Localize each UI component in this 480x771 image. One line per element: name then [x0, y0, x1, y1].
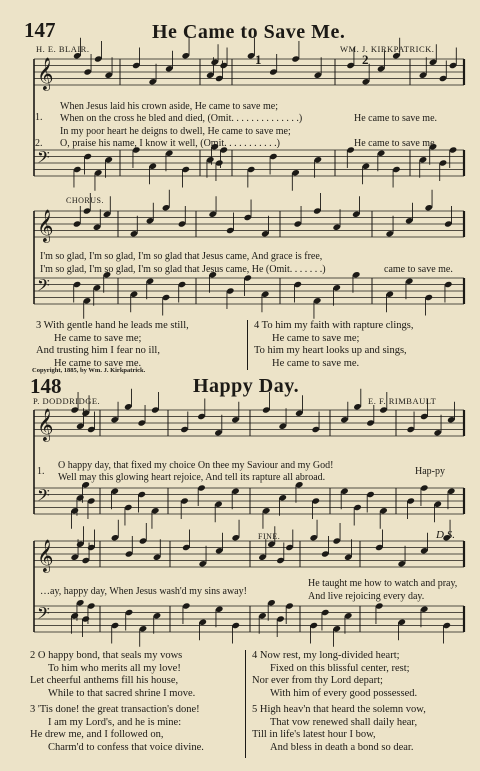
stanza-line: And trusting him I fear no ill, [36, 345, 160, 357]
ds-label: D.S. [436, 529, 455, 541]
column-divider [245, 650, 246, 758]
verse-1-num: 1. [35, 112, 43, 123]
hymn-148-music-by: E. F. RIMBAULT [368, 396, 437, 406]
ending-2-label: 2 [362, 52, 369, 67]
treble-clef-icon: 𝄞 [37, 408, 54, 441]
fine-label: FINE. [258, 532, 281, 541]
copyright-notice: Copyright, 1885, by Wm. J. Kirkpatrick. [32, 367, 146, 374]
hymn-148-number: 148 [30, 374, 62, 398]
hymn-148-stanza-3 [30, 704, 204, 754]
stanza-line: To him who merits all my love! [48, 662, 181, 674]
chorus-line: I'm so glad, I'm so glad, I'm so glad that Jesus came, He (Omit. . . . . . .) [40, 264, 326, 275]
hymn-147-music-by: WM. J. KIRKPATRICK. [340, 44, 435, 54]
refrain-line: And live rejoicing every day. [308, 591, 425, 602]
hymn-148-words-by: P. DODDRIDGE. [33, 396, 101, 406]
treble-clef-icon: 𝄞 [37, 539, 54, 572]
hymn-148-stanza-4 [252, 650, 417, 700]
verse-tail: He came to save me. [354, 113, 438, 124]
refrain-line: …ay, happy day, When Jesus wash'd my sins away! [40, 586, 247, 597]
stanza-line: He came to save me; [54, 332, 142, 344]
verse-tail: Hap-py [415, 466, 445, 477]
bass-clef-icon: 𝄢 [37, 147, 50, 171]
hymn-147-words-by: H. E. BLAIR. [36, 44, 90, 54]
stanza-line: He came to save me. [272, 357, 360, 369]
stanza-line: I am my Lord's, and he is mine: [48, 716, 182, 728]
stanza-line: Let cheerful anthems fill his house, [30, 675, 179, 687]
verse-line: O happy day, that fixed my choice On thee my Saviour and my God! [58, 460, 334, 471]
hymn-147-title: He Came to Save Me. [152, 21, 346, 43]
stanza-line: He came to save me. [54, 357, 142, 369]
chorus-label: CHORUS. [66, 196, 104, 205]
stanza-line: With him of every good possessed. [270, 687, 418, 699]
ending-1-label: 1 [255, 52, 262, 67]
verse-tail: He came to save me. [354, 138, 438, 149]
verse-2-num: 2. [35, 138, 43, 149]
stanza-line: To him my heart looks up and sings, [254, 345, 407, 357]
stanza-line: Charm'd to confess that voice divine. [48, 741, 204, 753]
chorus-tail: came to save me. [384, 264, 453, 275]
refrain-line: He taught me how to watch and pray, [308, 578, 458, 589]
stanza-line: He came to save me; [272, 332, 360, 344]
stanza-line: While to that sacred shrine I move. [48, 687, 196, 699]
stanza-line: Till in life's latest hour I bow, [252, 729, 376, 741]
verse-line: When on the cross he bled and died, (Omit. . . . . . . . . . . . . .) [60, 113, 303, 124]
stanza-line: 3 With gentle hand he leads me still, [36, 320, 189, 331]
hymn-147-stanza-3 [36, 320, 189, 370]
verse-line: When Jesus laid his crown aside, He came to save me; [60, 101, 278, 112]
stanza-line: 4 To him my faith with rapture clings, [254, 320, 414, 331]
stanza-line: That vow renewed shall daily hear, [270, 716, 418, 728]
bass-clef-icon: 𝄢 [37, 275, 50, 299]
hymn-147-stanza-4 [254, 320, 413, 370]
chorus-line: I'm so glad, I'm so glad, I'm so glad that Jesus came, And grace is free, [40, 251, 323, 262]
stanza-line: He drew me, and I followed on, [30, 729, 164, 741]
verse-1-num: 1. [37, 466, 45, 477]
treble-clef-icon: 𝄞 [37, 57, 54, 90]
hymn-148-stanza-5 [252, 704, 426, 754]
stanza-line: And bless in death a bond so dear. [270, 741, 414, 753]
stanza-line: 2 O happy bond, that seals my vows [30, 650, 183, 661]
bass-clef-icon: 𝄢 [37, 603, 50, 627]
verse-line: Well may this glowing heart rejoice, And tell its rapture all abroad. [58, 472, 326, 483]
treble-clef-icon: 𝄞 [37, 209, 54, 242]
hymn-148-stanza-2 [30, 650, 195, 700]
stanza-line: 5 High heav'n that heard the solemn vow, [252, 704, 426, 715]
hymn-147-number: 147 [24, 18, 56, 42]
stanza-line: Nor ever from thy Lord depart; [252, 675, 383, 687]
stanza-line: 4 Now rest, my long-divided heart; [252, 650, 400, 661]
stanza-line: 3 'Tis done! the great transaction's done! [30, 704, 200, 715]
verse-line: In my poor heart he deigns to dwell, He came to save me; [60, 126, 291, 137]
column-divider [247, 320, 248, 370]
stanza-line: Fixed on this blissful center, rest; [270, 662, 410, 674]
hymn-148-title: Happy Day. [193, 375, 300, 397]
bass-clef-icon: 𝄢 [37, 485, 50, 509]
verse-line: O, praise his name, I know it well, (Omit. . . . . . . . . . .) [60, 138, 280, 149]
